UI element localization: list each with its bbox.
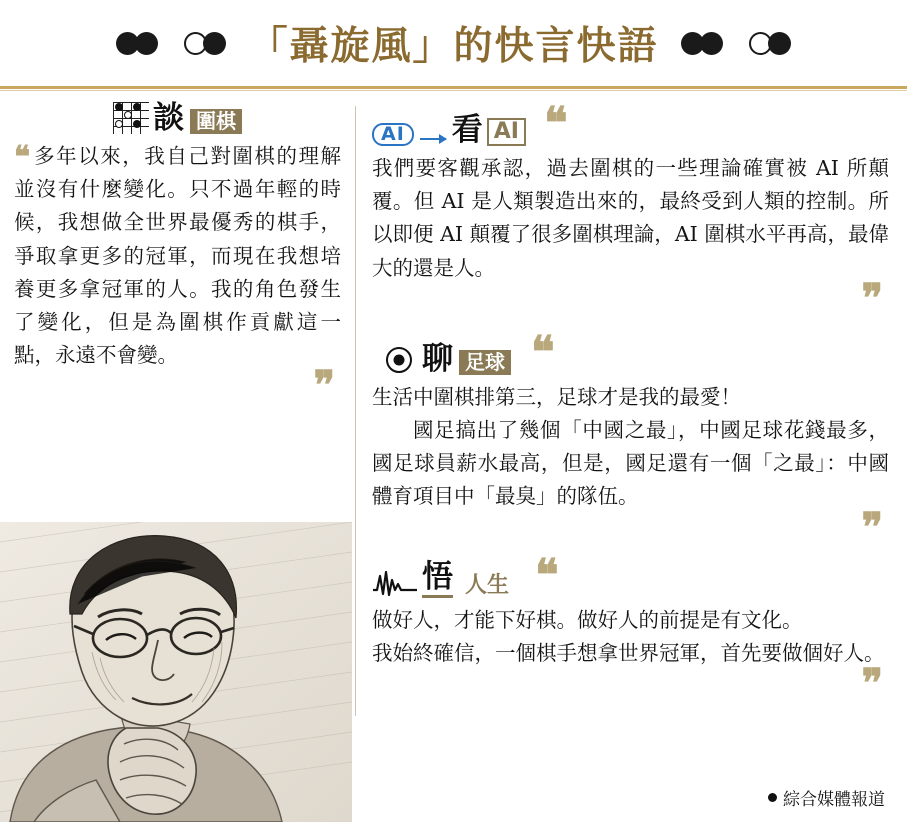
stone-pair — [116, 32, 158, 55]
article-body — [0, 92, 907, 822]
portrait-illustration — [0, 522, 352, 822]
section-heading-life — [372, 549, 889, 601]
section-char-weiqi: 談 — [153, 100, 184, 136]
pulse-icon — [372, 568, 418, 598]
black-stone-icon — [700, 32, 723, 55]
stone-pair — [681, 32, 723, 55]
header-stones-left — [116, 32, 226, 55]
section-tag-football: 足球 — [459, 350, 511, 375]
quote-text-football-1: 生活中圍棋排第三，足球才是我的最愛！ — [372, 384, 741, 409]
quote-close-icon: ❞ — [861, 274, 883, 322]
quote-close-icon: ❞ — [861, 503, 883, 551]
section-tag-life: 人生 — [465, 571, 510, 598]
section-tag-ai: AI — [487, 118, 526, 146]
stone-pair — [749, 32, 791, 55]
quote-text-football-2: 國足搞出了幾個「中國之最」，中國足球花錢最多，國足球員薪水最高，但是，國足還有一個「之最」：中國體育項目中「最臭」的隊伍。 — [372, 418, 889, 509]
quote-close-icon: ❞ — [861, 660, 883, 708]
quote-text-life-2: 我始終確信，一個棋手想拿世界冠軍，首先要做個好人。 — [372, 640, 885, 665]
column-right — [356, 92, 907, 822]
quote-block-life — [372, 604, 889, 708]
column-left — [0, 92, 355, 822]
section-char-football: 聊 — [422, 340, 453, 377]
section-tag-weiqi: 圍棋 — [190, 109, 242, 134]
section-heading-ai — [372, 98, 889, 149]
bullet-icon — [768, 793, 777, 802]
quote-text-life-1: 做好人，才能下好棋。做好人的前提是有文化。 — [372, 607, 803, 632]
quote-block-ai — [372, 152, 889, 322]
quote-block-football — [372, 381, 889, 551]
quote-open-icon: ❝ — [14, 140, 31, 175]
section-heading-football — [372, 326, 889, 378]
page-title: 「聶旋風」的快言快語 — [248, 23, 659, 69]
arrow-right-icon — [420, 138, 446, 140]
quote-open-icon: ❝ — [544, 98, 568, 149]
source-credit — [768, 785, 885, 810]
page-header — [0, 0, 907, 86]
ai-badge-icon: AI — [372, 123, 414, 146]
black-stone-icon — [768, 32, 791, 55]
section-char-life: 悟 — [422, 562, 453, 598]
goban-icon — [113, 102, 149, 134]
stone-pair — [184, 32, 226, 55]
quote-open-icon: ❝ — [531, 326, 555, 378]
header-stones-right — [681, 32, 791, 55]
black-stone-icon — [135, 32, 158, 55]
quote-text-weiqi: 多年以來，我自己對圍棋的理解並沒有什麼變化。只不過年輕的時候，我想做全世界最優秀的棋手，爭取拿更多的冠軍，而現在我想培養更多拿冠軍的人。我的角色發生了變化，但是為圍棋作貢獻這一點，永遠不會變。 — [14, 144, 341, 368]
quote-open-icon: ❝ — [535, 549, 559, 601]
section-char-ai: 看 — [451, 112, 483, 148]
source-credit-text: 綜合媒體報道 — [783, 790, 885, 810]
quote-block-weiqi — [14, 140, 341, 410]
black-stone-icon — [203, 32, 226, 55]
football-icon — [386, 347, 412, 373]
quote-text-ai: 我們要客觀承認，過去圍棋的一些理論確實被 AI 所顛覆。但 AI 是人類製造出來的，最終受到人類的控制。所以即便 AI 顛覆了很多圍棋理論，AI 圍棋水平再高，最偉大的還是人。 — [372, 156, 889, 280]
header-divider — [0, 86, 907, 89]
section-heading-weiqi — [14, 102, 341, 134]
quote-close-icon: ❞ — [313, 362, 335, 410]
